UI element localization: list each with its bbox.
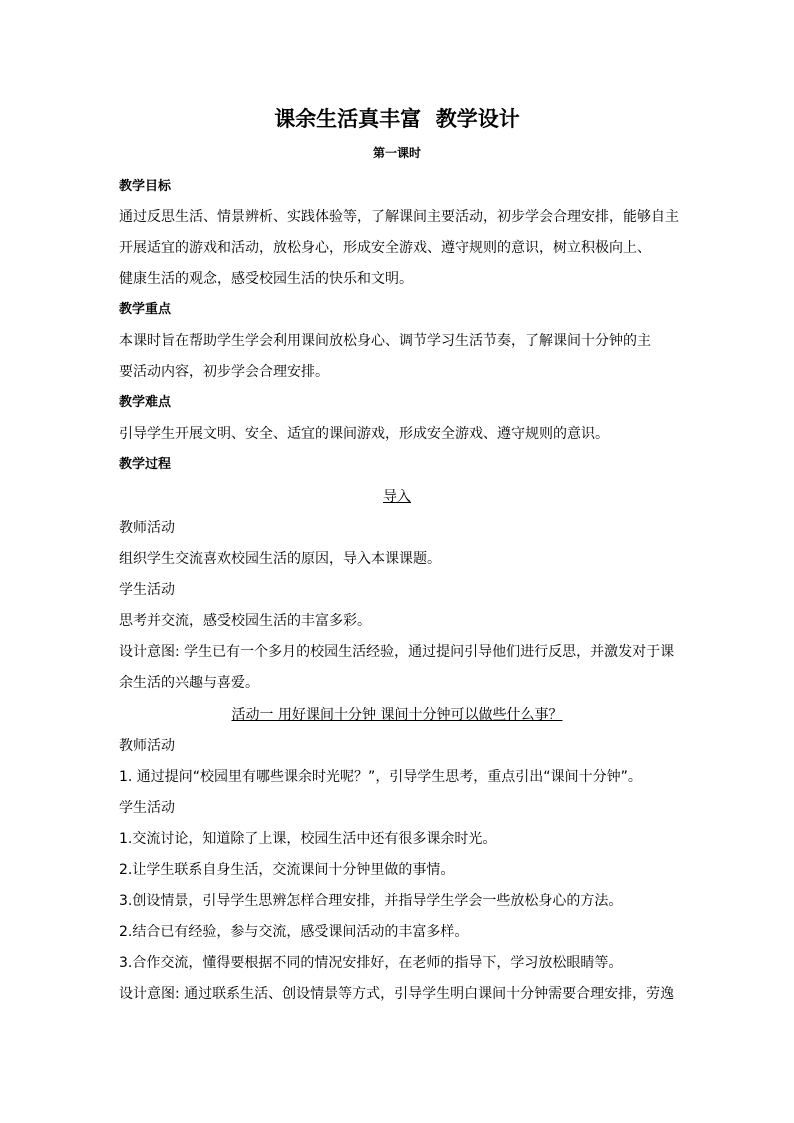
paragraph-line: 要活动内容，初步学会合理安排。 xyxy=(119,364,329,380)
activity1-heading: 活动一 用好课间十分钟 课间十分钟可以做些什么事？ xyxy=(231,707,563,723)
activity1-student-item: 2.让学生联系自身生活，交流课间十分钟里做的事情。 xyxy=(119,862,455,878)
section-heading-key-points: 教学重点 xyxy=(119,302,172,317)
section-heading-difficulties: 教学难点 xyxy=(119,395,172,410)
activity1-teacher-label: 教师活动 xyxy=(119,738,175,754)
paragraph-line: 引导学生开展文明、安全、适宜的课间游戏，形成安全游戏、遵守规则的意识。 xyxy=(119,426,609,442)
activity1-student-item: 3.创设情景，引导学生思辨怎样合理安排，并指导学生学会一些放松身心的方法。 xyxy=(119,893,623,909)
paragraph-line: 健康生活的观念，感受校园生活的快乐和文明。 xyxy=(119,271,413,287)
activity1-teacher-text: 1. 通过提问“校园里有哪些课余时光呢？”，引导学生思考，重点引出“课间十分钟”。 xyxy=(119,769,642,785)
activity1-student-item: 1.交流讨论，知道除了上课，校园生活中还有很多课余时光。 xyxy=(119,831,497,847)
paragraph-line: 通过反思生活、情景辨析、实践体验等，了解课间主要活动，初步学会合理安排，能够自主 xyxy=(119,209,679,225)
document-title: 课余生活真丰富 教学设计 xyxy=(274,107,520,131)
activity1-student-item: 3.合作交流，懂得要根据不同的情况安排好，在老师的指导下，学习放松眼睛等。 xyxy=(119,955,623,971)
activity1-intent-line: 设计意图: 通过联系生活、创设情景等方式，引导学生明白课间十分钟需要合理安排，劳逸 xyxy=(119,986,675,1002)
intro-intent-line: 余生活的兴趣与喜爱。 xyxy=(119,675,259,691)
document-subtitle: 第一课时 xyxy=(372,146,421,160)
intro-student-text: 思考并交流，感受校园生活的丰富多彩。 xyxy=(119,613,371,629)
intro-intent-line: 设计意图: 学生已有一个多月的校园生活经验，通过提问引导他们进行反思，并激发对于课 xyxy=(119,644,675,660)
activity1-student-item: 2.结合已有经验，参与交流，感受课间活动的丰富多样。 xyxy=(119,924,469,940)
intro-student-label: 学生活动 xyxy=(119,582,175,598)
section-heading-objectives: 教学目标 xyxy=(119,179,172,194)
paragraph-line: 本课时旨在帮助学生学会利用课间放松身心、调节学习生活节奏，了解课间十分钟的主 xyxy=(119,333,651,349)
activity1-student-label: 学生活动 xyxy=(119,800,175,816)
intro-teacher-text: 组织学生交流喜欢校园生活的原因，导入本课课题。 xyxy=(119,551,441,567)
section-heading-process: 教学过程 xyxy=(119,457,172,472)
paragraph-line: 开展适宜的游戏和活动，放松身心，形成安全游戏、遵守规则的意识，树立积极向上、 xyxy=(119,240,651,256)
intro-heading: 导入 xyxy=(383,489,411,505)
intro-teacher-label: 教师活动 xyxy=(119,520,175,536)
